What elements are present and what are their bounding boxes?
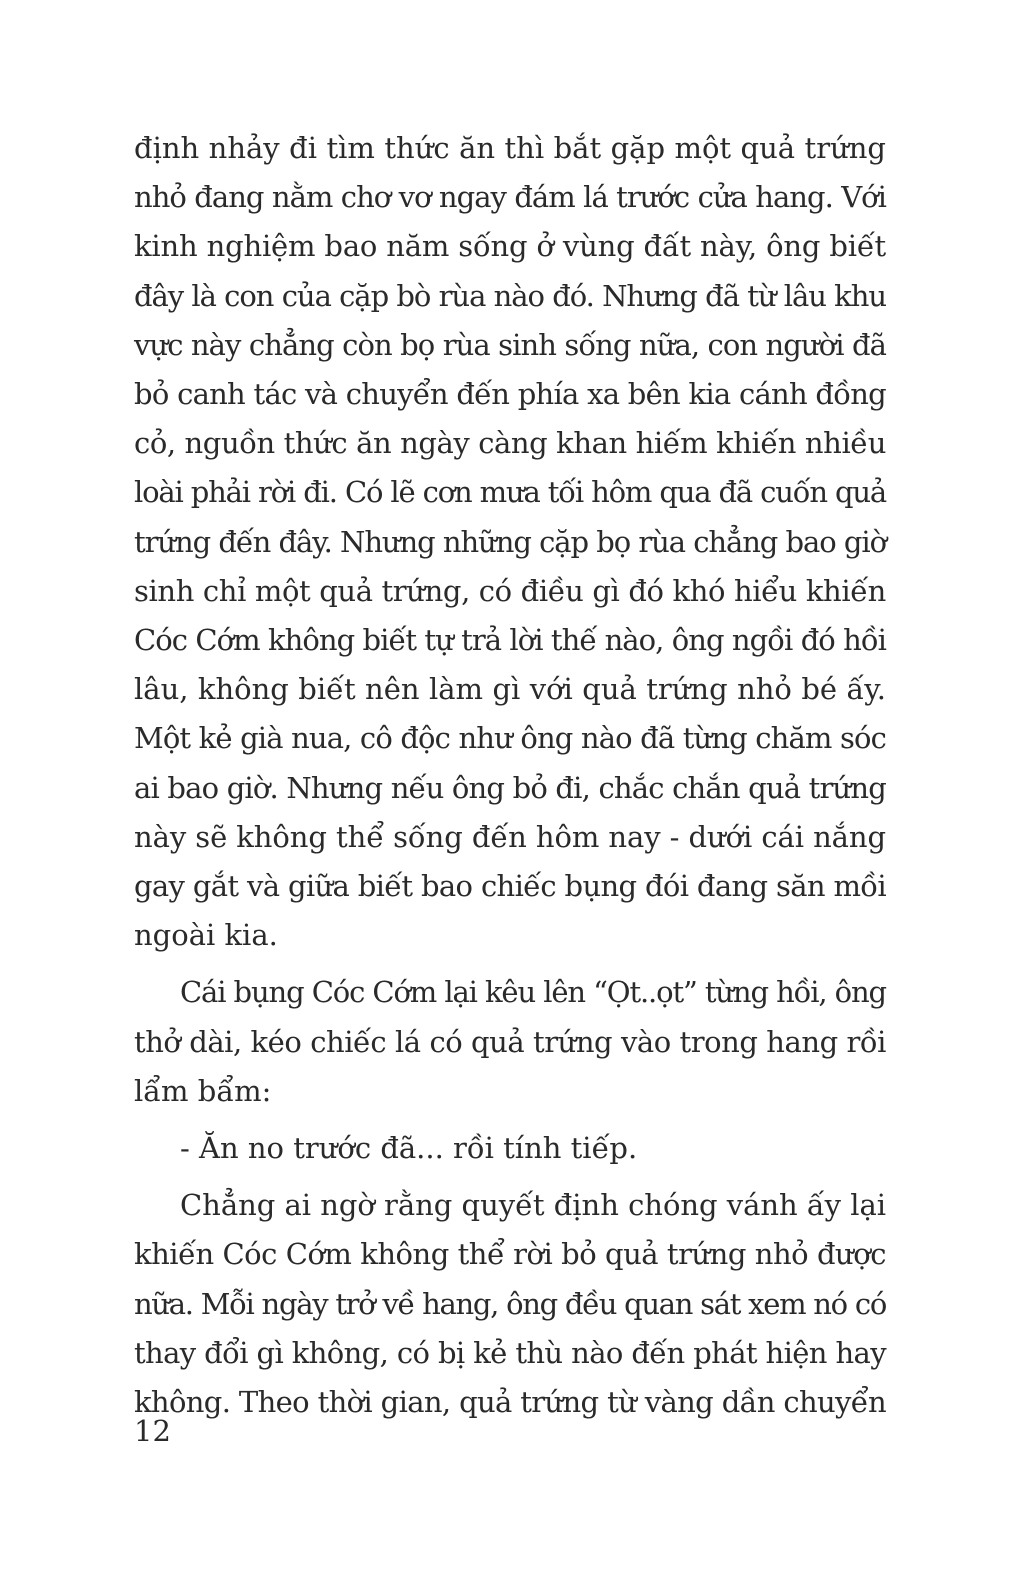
page-number: 12 <box>134 1414 171 1448</box>
text-line: nữa. Mỗi ngày trở về hang, ông đều quan sát xem nó có <box>134 1286 886 1321</box>
text-line: đây là con của cặp bò rùa nào đó. Nhưng đã từ lâu khu <box>134 278 886 313</box>
text-line: kinh nghiệm bao năm sống ở vùng đất này, ông biết <box>134 229 886 264</box>
text-line: nhỏ đang nằm chơ vơ ngay đám lá trước cửa hang. Với <box>134 180 886 215</box>
text-line: lâu, không biết nên làm gì với quả trứng nhỏ bé ấy. <box>134 672 886 707</box>
text-line: sinh chỉ một quả trứng, có điều gì đó khó hiểu khiến <box>134 573 886 608</box>
text-line: bỏ canh tác và chuyển đến phía xa bên kia cánh đồng <box>134 377 886 412</box>
text-line: Cái bụng Cóc Cớm lại kêu lên “Ọt..ọt” từng hồi, ông <box>180 975 886 1010</box>
text-line: cỏ, nguồn thức ăn ngày càng khan hiếm khiến nhiều <box>134 426 886 461</box>
paragraph-1 <box>134 124 886 960</box>
text-line: ngoài kia. <box>134 918 278 953</box>
text-line: Một kẻ già nua, cô độc như ông nào đã từng chăm sóc <box>134 721 886 756</box>
paragraph-3 <box>134 1124 886 1173</box>
text-line: thay đổi gì không, có bị kẻ thù nào đến phát hiện hay <box>134 1335 886 1370</box>
text-line: lẩm bẩm: <box>134 1073 272 1108</box>
paragraph-4 <box>134 1181 886 1427</box>
text-line: ai bao giờ. Nhưng nếu ông bỏ đi, chắc chắn quả trứng <box>134 770 886 805</box>
text-line: Cóc Cớm không biết tự trả lời thế nào, ông ngồi đó hồi <box>134 623 886 658</box>
body-text <box>134 124 886 1435</box>
text-line: Chẳng ai ngờ rằng quyết định chóng vánh ấy lại <box>180 1188 886 1223</box>
text-line: không. Theo thời gian, quả trứng từ vàng dần chuyển <box>134 1385 886 1420</box>
text-line: định nhảy đi tìm thức ăn thì bắt gặp một quả trứng <box>134 131 886 165</box>
text-line: khiến Cóc Cớm không thể rời bỏ quả trứng nhỏ được <box>134 1237 886 1272</box>
text-line: - Ăn no trước đã... rồi tính tiếp. <box>180 1131 638 1166</box>
text-line: vực này chẳng còn bọ rùa sinh sống nữa, con người đã <box>134 327 886 362</box>
text-line: gay gắt và giữa biết bao chiếc bụng đói đang săn mồi <box>134 869 886 904</box>
text-line: này sẽ không thể sống đến hôm nay - dưới cái nắng <box>134 819 886 854</box>
text-line: loài phải rời đi. Có lẽ cơn mưa tối hôm qua đã cuốn quả <box>134 475 886 510</box>
text-line: trứng đến đây. Nhưng những cặp bọ rùa chẳng bao giờ <box>134 524 886 559</box>
text-line: thở dài, kéo chiếc lá có quả trứng vào trong hang rồi <box>134 1024 886 1059</box>
paragraph-2 <box>134 968 886 1116</box>
